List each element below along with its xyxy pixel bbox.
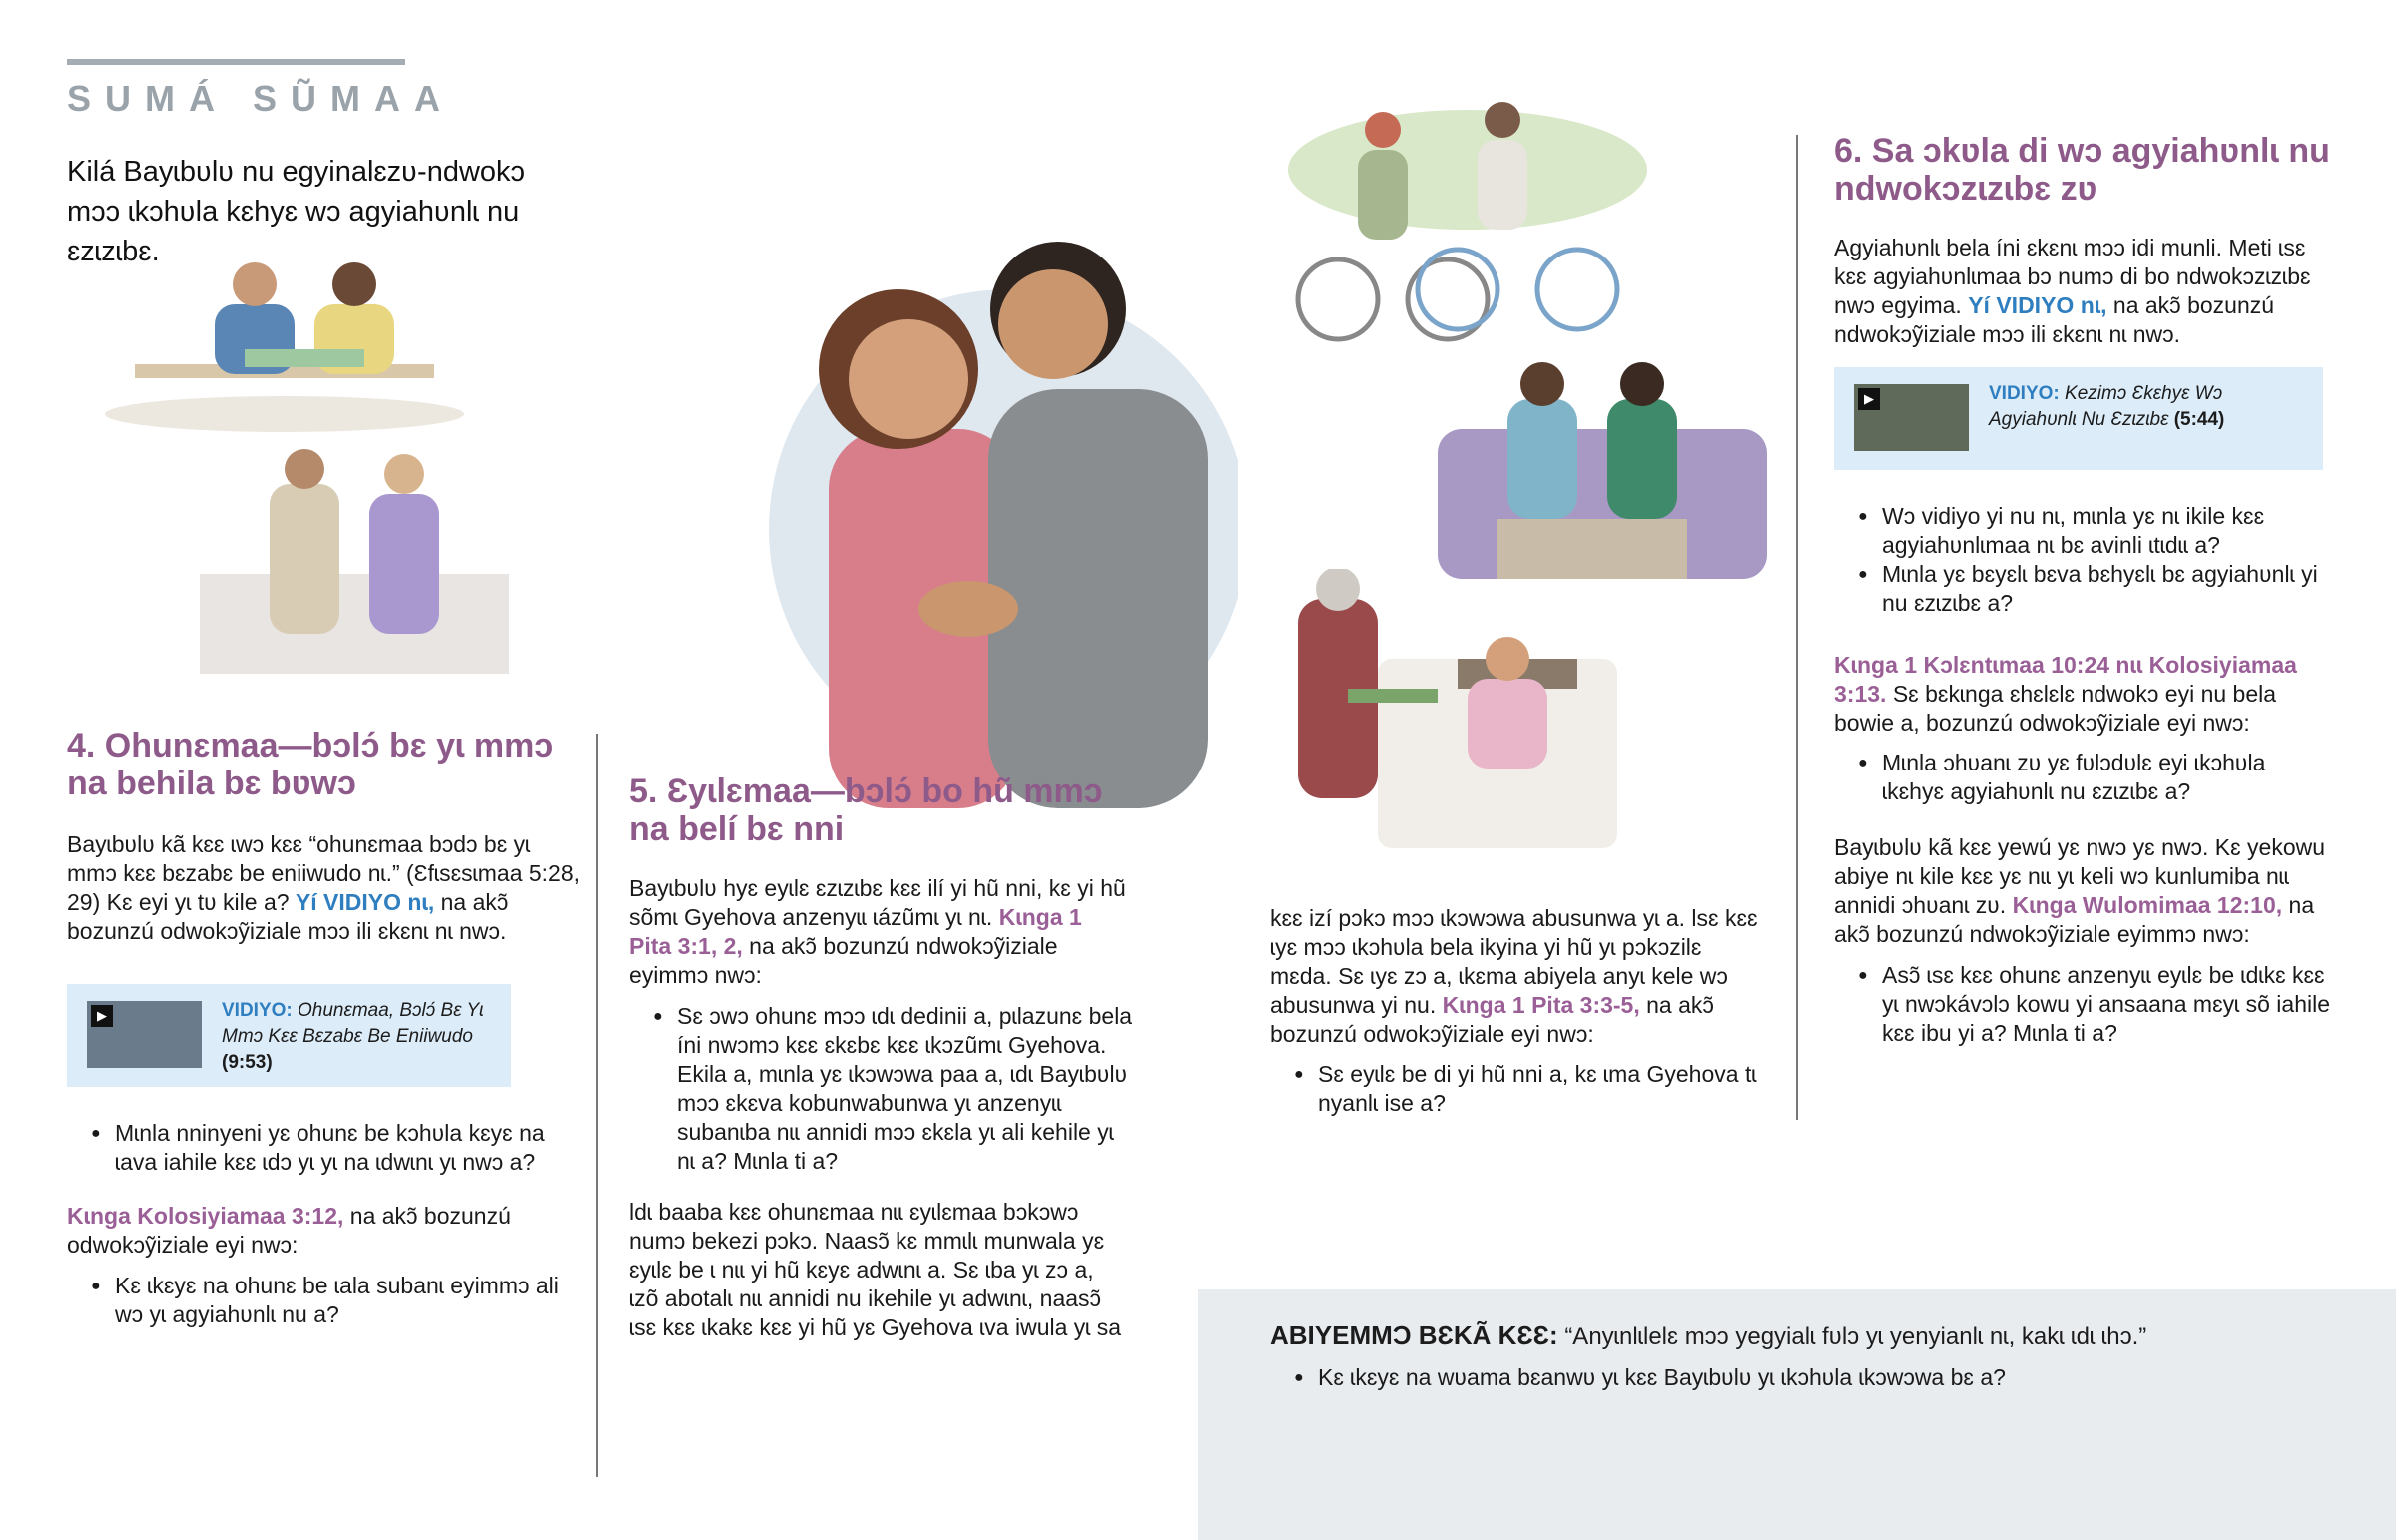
list-item: ● Sɛ ɔwɔ ohunɛ mɔɔ ɩdɩ dedinii a, pɩlazunɛ bela íni nwɔmɔ kɛɛ ɛkɛbɛ kɛɛ ɩkɔzũmɩ Gyehova. Ekila a, mɩnla yɛ ɩkɔwɔwa paa a, ɩdɩ Bayɩbʋlʋ mɔɔ ɛkɛva kobunwabunwa yɩ anzenyɩɩ subanɩba nɩɩ annidi mɔɔ ɛkɛla yɩ ali kehile yɩ nɩ a? Mɩnla ti a? [629,1002,1133,1176]
list-item: ● Asɔ̃ ɩsɛ kɛɛ ohunɛ anzenyɩɩ eyɩlɛ be ɩdɩkɛ kɛɛ yɩ nwɔkávɔlɔ kowu yi ansaana mɛyɩ sõ iahile kɛɛ ibu yi a? Mɩnla ti a? [1834,961,2333,1048]
key-point-quote: “Anyɩnlɩlelɛ mɔɔ yegyialɩ fʋlɔ yɩ yenyianlɩ nɩ, kakɩ ɩdɩ ɩhɔ.” [1564,1323,2147,1350]
list-item: ● Kɛ ɩkɛyɛ na wʋama bɛanwʋ yɩ kɛɛ Bayɩbʋlʋ yɩ ɩkɔhʋla ɩkɔwɔwa bɛ a? [1270,1363,2368,1392]
section-4-questions-2 [67,1272,576,1329]
summary-title: SUMÁ SŨMAA [67,78,454,119]
list-item: ● Mɩnla nninyeni yɛ ohunɛ be kɔhʋla kɛyɛ na ɩava iahile kɛɛ ɩdɔ yɩ yɩ na ɩdwɩnɩ yɩ nwɔ a? [67,1119,576,1177]
section-5-paragraph-2: Ɩdɩ baaba kɛɛ ohunɛmaa nɩɩ ɛyɩlɛmaa bɔkɔwɔ numɔ bekezi pɔkɔ. Naasɔ̃ kɛ mmɩlɩ munwala yɛ ɛyɩlɛ be ɩ nɩɩ yi hũ kɛyɛ adwɩnɩ a. Sɛ ɩba yɩ zɔ a, ɩzõ abotalɩ nɩɩ annidi nu ikehile yɩ adwɩnɩ, naasɔ̃ ɩsɛ kɛɛ ɩkakɛ kɛɛ yi hũ yɛ Gyehova ɩva iwula yɩ sa [629,1199,1122,1340]
video-thumbnail[interactable] [1854,384,1969,451]
video-title[interactable]: Ohunɛmaa, Bɔlɔ́ Bɛ Yɩ Mmɔ Kɛɛ Bɛzabɛ Be Eniiwudo [222,1000,484,1047]
scripture-link[interactable]: Kɩnga 1 Pita 3:3-5, [1442,992,1640,1018]
column-divider [596,734,598,1477]
section-6-heading: 6. Sa ɔkʋla di wɔ agyiahʋnlɩ nu ndwokɔzɩzɩbɛ zʋ [1834,132,2330,208]
video-thumbnail[interactable] [87,1001,202,1068]
key-point-questions [1270,1363,2368,1392]
section-6-paragraph-2: Bayɩbʋlʋ kã kɛɛ yewú yɛ nwɔ yɛ nwɔ. Kɛ yekowu abiye nɩ kile kɛɛ yɛ nɩɩ yɩ keli wɔ kunlumiba nɩɩ annidi ɔhʋanɩ zʋ. Kɩnga Wulomimaa 12:10, na akɔ̃ bozunzú ndwokɔỹiziale eyimmɔ nwɔ: [1834,834,2326,947]
section-5-questions [629,1002,1133,1176]
section-5-continued-paragraph: kɛɛ izí pɔkɔ mɔɔ ɩkɔwɔwa abusunwa yɩ a. Ɩsɛ kɛɛ ɩyɛ mɔɔ ɩkɔhʋla bela ikyina yi hũ yɩ pɔkɔzilɛ mɛda. Sɛ ɩyɛ zɔ a, ɩkɛma abiyela anyɩ kele wɔ abusunwa yi nu. Kɩnga 1 Pita 3:3-5, na akɔ̃ bozunzú odwokɔỹiziale eyi nwɔ: [1270,905,1758,1047]
list-item: ● Sɛ eyɩlɛ be di yi hũ nni a, kɛ ɩma Gyehova tɩ nyanlɩ ise a? [1270,1060,1774,1118]
couple-holding-hands-illustration [589,190,1238,808]
video-card[interactable] [1834,367,2323,470]
scripture-link[interactable]: Kɩnga 1 Kɔlɛntɩmaa 10:24 nɩɩ Kolosiyiamaa 3:13. [1834,652,2297,707]
couple-washing-dishes-illustration [190,444,519,674]
section-6-questions-3 [1834,961,2333,1048]
key-point-statement [1270,1319,2368,1353]
section-4-questions [67,1119,576,1177]
play-icon[interactable]: ▶ [1858,388,1880,410]
scripture-link[interactable]: Kɩnga Kolosiyiamaa 3:12, [67,1203,344,1229]
video-title[interactable]: Kezimɔ Ɛkɛhyɛ Wɔ Agyiahʋnlɩ Nu Ɛzɩzɩbɛ [1989,383,2223,430]
play-icon[interactable]: ▶ [91,1005,113,1027]
section-4-heading: 4. Ohunɛmaa—bɔlɔ́ bɛ yɩ mmɔ na behila bɛ bʋwɔ [67,727,554,802]
section-6-questions [1834,502,2333,618]
scripture-link[interactable]: Kɩnga 1 Pita 3:1, 2, [629,904,1082,959]
video-duration: (9:53) [222,1052,273,1073]
couple-studying-illustration [95,245,474,434]
key-point-label: ABIYEMMƆ BƐKÃ KƐƐ: [1270,1320,1558,1350]
list-item: ● Mɩnla ɔhʋanɩ zʋ yɛ fʋlɔdʋlɛ eyi ɩkɔhʋla ɩkɛhyɛ agyiahʋnlɩ nu ɛzɩzɩbɛ a? [1834,749,2333,806]
intro-text: Kilá Bayɩbʋlʋ nu egyinalɛzʋ-ndwokɔ mɔɔ ɩkɔhʋla kɛhyɛ wɔ agyiahʋnlɩ nu ɛzɩzɩbɛ. [67,156,526,267]
video-label: VIDIYO: [1989,383,2060,404]
section-4-scripture: Kɩnga Kolosiyiamaa 3:12, na akɔ̃ bozunzú odwokɔỹiziale eyi nwɔ: [67,1203,511,1258]
section-6-scripture: Kɩnga 1 Kɔlɛntɩmaa 10:24 nɩɩ Kolosiyiamaa 3:13. Sɛ bɛkɩnga ɛhɛlɛlɛ ndwokɔ eyi nu bela bowie a, bozunzú odwokɔỹiziale eyi nwɔ: [1834,652,2297,736]
section-5-heading: 5. Ɛyɩlɛmaa—bɔlɔ́ bo hũ mmɔ na belí bɛ nni [629,772,1103,848]
scripture-link[interactable]: Kɩnga Wulomimaa 12:10, [2012,892,2283,918]
couple-cycling-illustration [1268,90,1667,349]
video-duration: (5:44) [2173,409,2225,430]
video-label: VIDIYO: [222,1000,293,1021]
section-4-paragraph: Bayɩbʋlʋ kã kɛɛ ɩwɔ kɛɛ “ohunɛmaa bɔdɔ bɛ yɩ mmɔ kɛɛ bɛzabɛ be eniiwudo nɩ.” (Ɛfɩsɛsɩmaa 5:28, 29) Kɛ eyi yɩ tʋ kile a? Yí VIDIYO nɩ, na akɔ̃ bozunzú odwokɔỹiziale mɔɔ ili ɛkɛnɩ nɩ nwɔ. [67,831,581,944]
section-6-questions-2 [1834,749,2333,806]
list-item: ● Mɩnla yɛ bɛyɛlɩ bɛva bɛhyɛlɩ bɛ agyiahʋnlɩ yi nu ɛzɩzɩbɛ a? [1834,560,2333,618]
list-item: ● Kɛ ɩkɛyɛ na ohunɛ be ɩala subanɩ eyimmɔ ali wɔ yɩ agyiahʋnlɩ nu a? [67,1272,576,1329]
video-card[interactable] [67,984,511,1087]
watch-video-link[interactable]: Yí VIDIYO nɩ, [1968,292,2107,318]
section-5-paragraph: Bayɩbʋlʋ hyɛ eyɩlɛ ɛzɩzɩbɛ kɛɛ ilí yi hũ nni, kɛ yi hũ sõmɩ Gyehova anzenyɩɩ ɩázũmɩ yɩ nɩ. Kɩnga 1 Pita 3:1, 2, na akɔ̃ bozunzú ndwokɔỹiziale eyimmɔ nwɔ: [629,875,1126,988]
watch-video-link[interactable]: Yí VIDIYO nɩ, [295,889,435,915]
husband-caring-for-wife-illustration [1268,569,1627,868]
section-6-paragraph: Agyiahʋnlɩ bela íni ɛkɛnɩ mɔɔ idi munli. Meti ɩsɛ kɛɛ agyiahʋnlɩmaa bɔ numɔ di bo ndwokɔzɩzɩbɛ nwɔ egyima. Yí VIDIYO nɩ, na akɔ̃ bozunzú ndwokɔỹiziale mɔɔ ili ɛkɛnɩ nɩ nwɔ. [1834,235,2311,347]
summary-top-rule [67,59,405,65]
column-divider [1796,135,1798,1120]
list-item: ● Wɔ vidiyo yi nu nɩ, mɩnla yɛ nɩ ikile kɛɛ agyiahʋnlɩmaa nɩ bɛ avinli ɩtɩdɩɩ a? [1834,502,2333,560]
section-5-continued-questions [1270,1060,1774,1118]
